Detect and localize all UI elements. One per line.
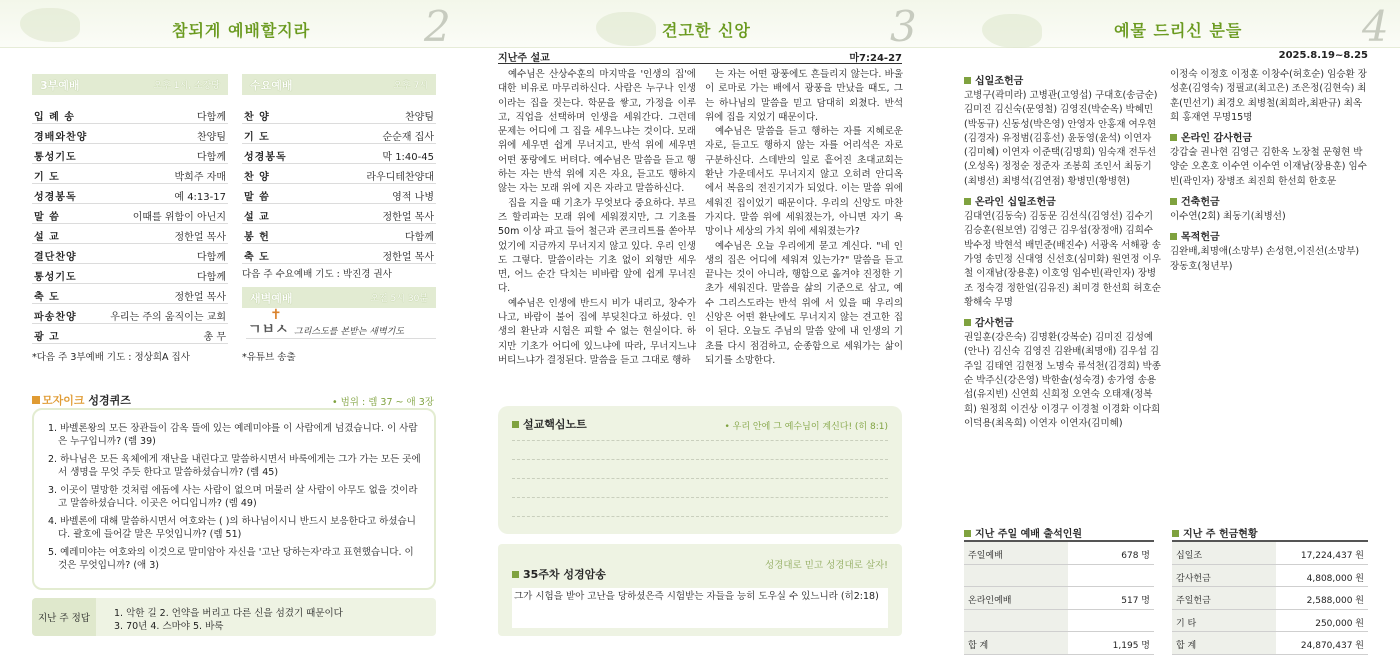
- note-line: [512, 440, 888, 441]
- group-title-text: 목적헌금: [1181, 232, 1220, 244]
- order-value: 찬양팀: [197, 132, 226, 143]
- order-value: 라우디테찬양대: [366, 172, 434, 183]
- offering-page: [932, 0, 1400, 662]
- order-row: [32, 264, 228, 284]
- order-item: 기 도: [244, 132, 270, 143]
- order-row: [32, 124, 228, 144]
- order-row: [32, 244, 228, 264]
- order-row: [242, 224, 436, 244]
- table-label: [964, 610, 1068, 632]
- square-icon: [1170, 134, 1177, 141]
- page-header: [466, 0, 932, 51]
- table-label: 기 타: [1172, 610, 1276, 632]
- table-label: [964, 565, 1068, 587]
- offering-group-title: [964, 193, 1164, 208]
- order-value: 정한얼 목사: [174, 232, 226, 243]
- quiz-box: [32, 408, 436, 590]
- order-value: 정한얼 목사: [174, 292, 226, 303]
- table-label: 온라인예배: [964, 587, 1068, 609]
- square-icon: [964, 319, 971, 326]
- order-value: 다함께: [405, 232, 434, 243]
- offering-names: 김대연(김동숙) 김동문 김선식(김영선) 김수기 김승훈(원보연) 김영근 김우섭(장정애) 김희수 박수정 박현석 배민준(배진수) 서광옥 서해광 송가영 송민정 신대영 신선호(심미화) 원연정 이우철 이재남(장용훈) 이호영 임수빈(곽인자) 장병조 정숙경 정한얼(김유진) 최미경 한선희 허호순 황해숙 무명: [964, 211, 1161, 308]
- offering-group-title: [1170, 129, 1370, 144]
- table-row: [964, 610, 1154, 633]
- logo-text: 그리스도를 본받는 새벽기도: [294, 327, 405, 337]
- order-value: 다함께: [197, 252, 226, 263]
- table-row: [1172, 587, 1368, 610]
- note-line: [512, 478, 888, 479]
- order-item: 말 씀: [34, 212, 60, 223]
- dawn-logo: [246, 307, 436, 339]
- answer-box: [32, 598, 436, 636]
- section-title: 3부예배: [40, 79, 80, 92]
- memory-tagline: 성경대로 믿고 성경대로 살자!: [765, 560, 888, 571]
- page-title: 견고한 신앙: [662, 18, 751, 41]
- table-value: 517 명: [1121, 596, 1150, 606]
- offering-list-left: [964, 68, 1164, 431]
- table-label: 십일조: [1172, 542, 1276, 564]
- quiz-question: 2. 하나님은 모든 육체에게 재난을 내린다고 말씀하시면서 바룩에게는 그가 가는 모든 곳에서 생명을 무엇 주듯 한다고 말씀하셨습니까? (렘 45): [48, 454, 421, 478]
- order-item: 말 씀: [244, 192, 270, 203]
- table-value: 24,870,437 원: [1300, 641, 1364, 651]
- sermon-paragraph: 집을 지을 때 기초가 무엇보다 중요하다. 부르즈 할리파는 모래 위에 세워졌지만, 그 기초를 50m 이상 파고 들어 철근과 콘크리트를 쏟아부었기에 지금까지 무너지지 않고 있다. 우리 인생도 그렇다. 말씀이라는 기초 없이 외형만 세우면, 어느 순간 닥치는 비바람 앞에 쉽게 무너진다.: [498, 197, 696, 295]
- order-row: [32, 304, 228, 324]
- order-item: 찬 양: [244, 112, 270, 123]
- order-row: [242, 104, 436, 124]
- attendance-title-text: 지난 주일 예배 출석인원: [975, 529, 1083, 540]
- offering-names: 이정숙 이정호 이정훈 이창수(허호순) 임승환 장성훈(김영숙) 정필교(최고은) 조은정(김현숙) 최 훈(민선기) 최경오 최병철(최희라,최판규) 최옥희 홍재연 무명15명: [1170, 69, 1367, 123]
- offering-names: 이수연(2회) 최동기(최병선): [1170, 211, 1286, 223]
- order-value: 예 4:13-17: [174, 192, 226, 203]
- square-icon: [512, 571, 519, 578]
- offering-group-title: [964, 314, 1164, 329]
- offering-names: 권일훈(강은숙) 김명환(강복순) 김미진 김성예(안나) 김신숙 김영진 김완배(최명애) 김우섭 김주일 김태연 김현정 노명숙 류석천(김경희) 박종순 박주신(강은영) 박한솔(성숙경) 송가영 송용섭(유지빈) 신연희 신희정 오연숙 오태재(정복희) 원정희 이건상 이경구 이경철 이경화 이다희 이덕용(최옥희) 이연자 이연자(김미혜): [964, 332, 1161, 429]
- page-number: 4: [1362, 2, 1389, 51]
- order-value: 총 무: [203, 332, 226, 343]
- sunday-3rd-header: [32, 74, 228, 95]
- order-value: 박희주 자매: [174, 172, 226, 183]
- order-item: 기 도: [34, 172, 60, 183]
- table-value: 2,588,000 원: [1306, 596, 1364, 606]
- group-title-text: 십일조헌금: [975, 76, 1024, 87]
- order-item: 봉 헌: [244, 232, 270, 243]
- sermon-page: [466, 0, 932, 662]
- quiz-question: 5. 예레미야는 여호와의 이것으로 말미암아 자신을 '고난 당하는자'라고 표현했습니다. 이것은 무엇입니까? (애 3): [48, 547, 414, 571]
- attendance-table: [964, 540, 1154, 655]
- section-time: 오후 7시: [393, 81, 428, 91]
- order-row: [242, 204, 436, 224]
- logo-mark: ㄱㅂㅅ: [248, 322, 289, 338]
- table-row: [1172, 565, 1368, 588]
- table-value: 678 명: [1121, 551, 1150, 561]
- table-label: 주일헌금: [1172, 587, 1276, 609]
- offering-group-title: [1170, 228, 1370, 243]
- table-label: 합 계: [964, 632, 1068, 654]
- square-icon: [32, 396, 40, 404]
- table-label: 합 계: [1172, 632, 1276, 654]
- sermon-paragraph: 예수님은 산상수훈의 마지막을 '인생의 집'에 대한 비유로 마무리하신다. 사람은 누구나 인생이라는 집을 짓는다. 학문을 쌓고, 가정을 이루고, 직업을 선택하며 인생을 세워간다. 그런데 문제는 어디에 그 집을 세우느냐는 것이다. 모래 위에 세우면 쉽게 무너지고, 반석 위에 세우면 어떤 풍랑에도 버텨다. 예수님은 말씀을 듣고 행하는 자는 반석 위에 지은 자요, 듣고도 행하지 않는 자는 모래 위에 지은 자라고 말씀하신다.: [498, 69, 696, 195]
- answers-line1: 1. 악한 길 2. 언약을 버리고 다른 신을 섬겼기 때문이다: [114, 608, 343, 619]
- order-row: [242, 144, 436, 164]
- order-row: [32, 224, 228, 244]
- note-line: [512, 516, 888, 517]
- order-value: 찬양팀: [405, 112, 434, 123]
- offering-summary-title: [1172, 525, 1258, 540]
- group-title-text: 감사헌금: [975, 318, 1014, 330]
- sermon-label: 지난주 설교: [498, 53, 550, 64]
- table-value: 1,195 명: [1112, 641, 1150, 651]
- leaf-decoration: [20, 8, 80, 42]
- leaf-decoration: [982, 14, 1042, 48]
- square-icon: [1170, 233, 1177, 240]
- wednesday-note: 다음 주 수요예배 기도 : 박진경 권사: [242, 269, 392, 280]
- group-title-text: 온라인 십일조헌금: [975, 197, 1056, 209]
- square-icon: [1170, 198, 1177, 205]
- order-item: 입 례 송: [34, 112, 75, 123]
- offering-summary-table: [1172, 540, 1368, 655]
- wednesday-header: [242, 74, 436, 95]
- table-value: 250,000 원: [1315, 618, 1364, 629]
- offering-names: 강갑술 권나현 김영근 김한옥 노장철 문형현 박양순 오혼호 이수연 이수연 이재남(장용훈) 임수빈(곽인자) 장병조 최진희 한선희 한호문: [1170, 147, 1367, 187]
- memory-text: 그가 시험을 받아 고난을 당하셨은즉 시험받는 자들을 능히 도우실 수 있느니라 (히2:18): [512, 588, 888, 628]
- order-value: 다함께: [197, 112, 226, 123]
- sermon-column-right: [705, 68, 903, 368]
- page-header: [932, 0, 1400, 51]
- order-item: 성경봉독: [34, 192, 77, 203]
- quiz-title: 성경퀴즈: [88, 394, 131, 407]
- offering-group-title: [964, 72, 1164, 87]
- dawn-note: *유튜브 송출: [242, 352, 296, 363]
- note-line: [512, 459, 888, 460]
- leaf-decoration: [596, 12, 656, 46]
- order-value: 영적 나병: [392, 192, 434, 203]
- sermon-info: [498, 48, 902, 64]
- quiz-question: 3. 이곳이 멸망한 것처럼 에돔에 사는 사람이 없으며 머물러 살 사람이 아무도 없을 것이라고 말씀하셨습니다. 이곳은 어디입니까? (렘 49): [48, 485, 418, 509]
- table-row: [1172, 610, 1368, 633]
- order-value: 다함께: [197, 272, 226, 283]
- attendance-title: [964, 525, 1082, 540]
- table-label: 감사헌금: [1172, 565, 1276, 587]
- section-time: 오후 1시, 소강당: [153, 81, 220, 91]
- order-row: [32, 164, 228, 184]
- order-row: [242, 244, 436, 264]
- memory-title: [512, 566, 606, 582]
- order-value: 정한얼 목사: [382, 212, 434, 223]
- order-item: 성경봉독: [244, 152, 287, 163]
- order-item: 통성기도: [34, 152, 77, 163]
- note-verse: • 우리 안에 그 예수님이 계신다! (히 8:1): [724, 422, 888, 432]
- order-row: [32, 284, 228, 304]
- page-title: 예물 드리신 분들: [1114, 18, 1242, 41]
- memory-verse-box: [498, 544, 902, 636]
- offering-summary-title-text: 지난 주 헌금현황: [1183, 529, 1258, 540]
- quiz-heading: [32, 392, 131, 408]
- section-time: 오전 5시 30분: [370, 294, 428, 304]
- order-item: 축 도: [244, 252, 270, 263]
- wednesday-order: [242, 104, 436, 264]
- answer-label: 지난 주 정답: [32, 598, 96, 636]
- order-row: [32, 104, 228, 124]
- group-title-text: 온라인 감사헌금: [1181, 133, 1253, 145]
- page-header: [0, 0, 466, 51]
- offering-group-title: [1170, 193, 1370, 208]
- page-number: 2: [424, 2, 451, 51]
- page-title: 참되게 예배할지라: [172, 18, 310, 41]
- order-row: [242, 164, 436, 184]
- sermon-paragraph: 예수님은 말씀을 듣고 행하는 자를 지혜로운 자로, 듣고도 행하지 않는 자를 어리석은 자로 구분하신다. 스데반의 일로 흩어진 초대교회는 환난 가운데서도 무너지지 않고 오히려 안디옥에서 복음의 전진기지가 되었다. 이는 말씀 위에 세워진 집이었기 때문이다. 우리의 신앙도 마찬가지다. 말씀 위에 세워졌는가, 아니면 자기 욕망이나 세상의 가치 위에 세워졌는가?: [705, 126, 903, 238]
- offering-groups: [1170, 129, 1370, 274]
- order-row: [242, 124, 436, 144]
- answers-line2: 3. 70년 4. 스마야 5. 바룩: [114, 621, 224, 632]
- order-value: 이때를 위함이 아닌지: [132, 212, 226, 223]
- order-row: [32, 324, 228, 344]
- order-item: 경배와찬양: [34, 132, 88, 143]
- dawn-header: [242, 287, 436, 308]
- sermon-column-left: [498, 68, 696, 368]
- cross-icon: ✝: [270, 307, 282, 323]
- quiz-list: [44, 422, 422, 577]
- square-icon: [964, 530, 971, 537]
- square-icon: [964, 198, 971, 205]
- note-title: [512, 416, 587, 432]
- table-value: 17,224,437 원: [1300, 551, 1364, 561]
- order-item: 찬 양: [244, 172, 270, 183]
- order-value: 정한얼 목사: [382, 252, 434, 263]
- order-row: [242, 184, 436, 204]
- offering-names: 김완배,최명애(소망부) 손성현,이진선(소망부) 장동호(청년부): [1170, 246, 1360, 272]
- order-item: 파송찬양: [34, 312, 77, 323]
- order-value: 막 1:40-45: [382, 152, 434, 163]
- group-title-text: 건축헌금: [1181, 197, 1220, 209]
- sunday-3rd-order: [32, 104, 228, 344]
- table-value: 4,808,000 원: [1306, 573, 1364, 584]
- table-row: [964, 542, 1154, 565]
- order-value: 우리는 주의 움직이는 교회: [110, 312, 226, 323]
- table-row: [1172, 542, 1368, 565]
- order-row: [32, 144, 228, 164]
- page-number: 3: [890, 2, 917, 51]
- note-title-text: 설교핵심노트: [523, 418, 587, 431]
- sermon-paragraph: 는 자는 어떤 광풍에도 흔들리지 않는다. 바울이 로마로 가는 배에서 광풍을 만났을 때도, 그는 하나님의 말씀을 믿고 담대히 외쳤다. 반석 위에 집을 지었기 때문이다.: [705, 69, 903, 123]
- square-icon: [512, 421, 519, 428]
- table-row: [964, 587, 1154, 610]
- order-row: [32, 204, 228, 224]
- order-item: 설 교: [34, 232, 60, 243]
- square-icon: [964, 77, 971, 84]
- worship-page: [0, 0, 466, 662]
- sermon-paragraph: 예수님은 오늘 우리에게 묻고 계신다. "네 인생의 집은 어디에 세워져 있는가?" 말씀을 듣고 끝나는 것이 아니라, 행함으로 옮겨야 진정한 기초가 세워진다. 말씀을 삶의 기준으로 삼고, 예수 그리스도라는 반석 위에 서 있을 때 우리의 신앙은 어떤 환난에도 무너지지 않는 견고한 집이 된다. 오늘도 주님의 말씀 앞에 내 인생의 기초를 다시 점검하고, 순종함으로 세워가는 삶이 되기를 소망한다.: [705, 240, 903, 366]
- sermon-paragraph: 예수님은 인생에 반드시 비가 내리고, 창수가 나고, 바람이 불어 집에 부딪친다고 하셨다. 인생의 환난과 시험은 피할 수 없는 현실이다. 하지만 기초가 어디에 있느냐에 따라, 무너지느냐 버티느냐가 결정된다. 말씀을 듣고 그대로 행하: [498, 297, 696, 366]
- order-value: 다함께: [197, 152, 226, 163]
- order-item: 축 도: [34, 292, 60, 303]
- offering-list-right: [1170, 68, 1370, 274]
- table-label: 주일예배: [964, 542, 1068, 564]
- section-title: 수요예배: [250, 79, 293, 92]
- table-row: [1172, 632, 1368, 655]
- date-range: 2025.8.19~8.25: [1278, 50, 1368, 61]
- section-title: 새벽예배: [250, 292, 293, 305]
- quiz-range: • 범위 : 렘 37 ~ 애 3장: [332, 397, 434, 408]
- note-line: [512, 497, 888, 498]
- order-item: 광 고: [34, 332, 60, 343]
- quiz-question: 1. 바벨론왕의 모든 장관들이 감옥 뜰에 있는 예레미야를 이 사람에게 넘겼습니다. 이 사람은 누구입니까? (렘 39): [48, 423, 418, 447]
- order-value: 순순재 집사: [382, 132, 434, 143]
- order-item: 설 교: [244, 212, 270, 223]
- table-row: [964, 632, 1154, 655]
- square-icon: [1172, 530, 1179, 537]
- sermon-note-box: [498, 406, 902, 534]
- quiz-question: 4. 바벨론에 대해 말씀하시면서 여호와는 ( )의 하나님이시니 반드시 보응한다고 하셨습니다. 괄호에 들어갈 말은 무엇입니까? (렘 51): [48, 516, 416, 540]
- sermon-reference: 마7:24-27: [849, 53, 902, 64]
- table-row: [964, 565, 1154, 588]
- sunday-note: *다음 주 3부예배 기도 : 정상희A 집사: [32, 352, 190, 363]
- order-row: [32, 184, 228, 204]
- memory-title-text: 35주차 성경암송: [523, 568, 606, 581]
- quiz-tag: 모자이크: [42, 394, 85, 407]
- order-item: 결단찬양: [34, 252, 77, 263]
- order-item: 통성기도: [34, 272, 77, 283]
- offering-names: 고병구(곽미라) 고병관(고영섭) 구대호(송금순) 김미진 김신숙(문영철) 김영진(박순옥) 박혜민(박동규) 신동성(박은영) 안영자 안홍재 여우현(김경자) 유정범(김홍선) 윤동영(윤석) 이연자(김미혜) 이연자 이준택(김명희) 임숙재 전두선(오성옥) 정정순 정준자 조봉희 조인서 최동기(최병선) 최병석(김연점) 황병민(황병현): [964, 90, 1158, 187]
